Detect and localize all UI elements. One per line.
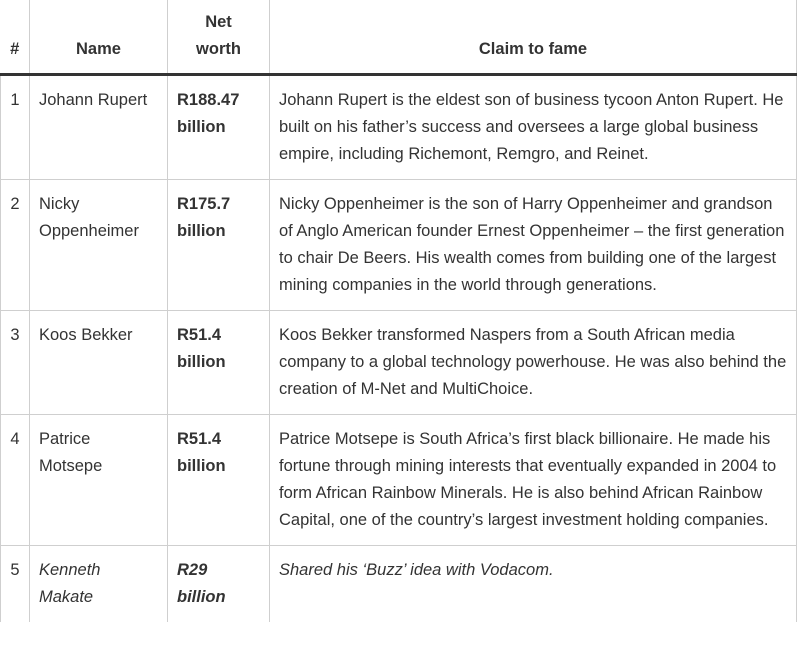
- table-header: [1, 0, 797, 75]
- table-row: [1, 415, 797, 546]
- header-net-worth: [168, 0, 270, 75]
- row-net-worth: R29 billion: [168, 546, 270, 623]
- header-name: Name: [30, 0, 168, 75]
- row-claim: Shared his ‘Buzz’ idea with Vodacom.: [270, 546, 797, 623]
- row-claim: Nicky Oppenheimer is the son of Harry Oppenheimer and grandson of Anglo American founder Ernest Oppenheimer – the first generation to chair De Beers. His wealth comes from building one of the largest mining companies in the world through generations.: [270, 180, 797, 311]
- row-claim: Koos Bekker transformed Naspers from a South African media company to a global technology powerhouse. He was also behind the creation of M-Net and MultiChoice.: [270, 311, 797, 415]
- table-body: [1, 75, 797, 623]
- header-rank: #: [1, 0, 30, 75]
- header-net-worth-line2: worth: [196, 40, 241, 58]
- row-name: Patrice Motsepe: [30, 415, 168, 546]
- row-net-worth: R51.4 billion: [168, 311, 270, 415]
- row-net-worth: R188.47 billion: [168, 75, 270, 180]
- row-rank: 2: [1, 180, 30, 311]
- header-claim-to-fame: Claim to fame: [270, 0, 797, 75]
- row-rank: 4: [1, 415, 30, 546]
- row-rank: 5: [1, 546, 30, 623]
- row-claim: Patrice Motsepe is South Africa’s first black billionaire. He made his fortune through mining interests that eventually expanded in 2004 to form African Rainbow Minerals. He is also behind African Rainbow Capital, one of the country’s largest investment holding companies.: [270, 415, 797, 546]
- row-claim: Johann Rupert is the eldest son of business tycoon Anton Rupert. He built on his father’s success and oversees a large global business empire, including Richemont, Remgro, and Reinet.: [270, 75, 797, 180]
- table-row: [1, 546, 797, 623]
- row-name: Nicky Oppenheimer: [30, 180, 168, 311]
- row-name: Johann Rupert: [30, 75, 168, 180]
- row-rank: 3: [1, 311, 30, 415]
- row-net-worth: R51.4 billion: [168, 415, 270, 546]
- table-row: [1, 311, 797, 415]
- row-net-worth: R175.7 billion: [168, 180, 270, 311]
- row-name: Kenneth Makate: [30, 546, 168, 623]
- row-name: Koos Bekker: [30, 311, 168, 415]
- row-rank: 1: [1, 75, 30, 180]
- table-row: [1, 180, 797, 311]
- header-net-worth-line1: Net: [205, 13, 232, 31]
- table-row: [1, 75, 797, 180]
- header-row: [1, 0, 797, 75]
